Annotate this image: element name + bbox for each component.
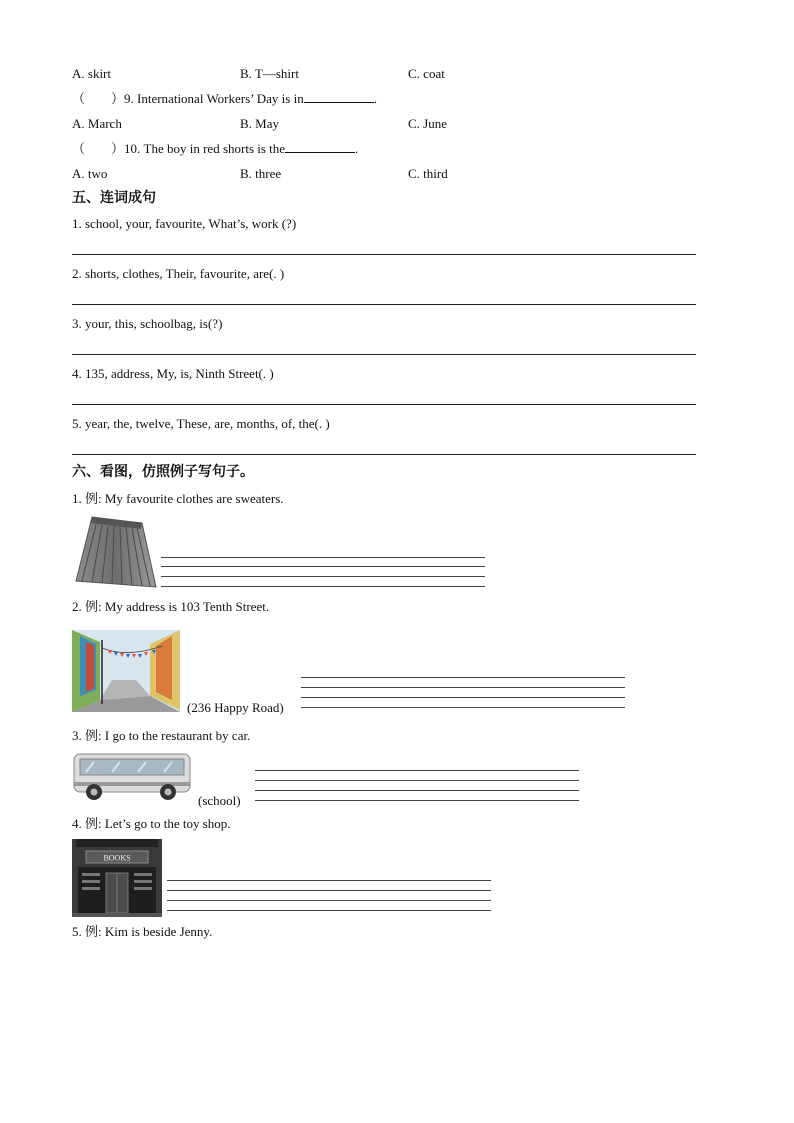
question-number: 10. xyxy=(124,141,141,156)
writing-line[interactable] xyxy=(255,800,579,801)
picture-item-4-prompt: 4. 例: Let’s go to the toy shop. xyxy=(72,816,231,831)
writing-line[interactable] xyxy=(161,576,485,577)
picture-item-1-prompt: 1. 例: My favourite clothes are sweaters. xyxy=(72,491,284,506)
writing-line[interactable] xyxy=(167,880,491,881)
option-c: C. third xyxy=(408,166,448,181)
option-b: B. three xyxy=(240,166,282,181)
answer-line[interactable] xyxy=(72,304,696,305)
reorder-item-3: 3. your, this, schoolbag, is(?) xyxy=(72,316,223,331)
bus-image xyxy=(72,750,193,804)
skirt-image xyxy=(72,513,158,591)
street-image xyxy=(72,630,180,712)
picture-item-3-prompt: 3. 例: I go to the restaurant by car. xyxy=(72,728,251,743)
writing-line[interactable] xyxy=(161,557,485,558)
writing-line[interactable] xyxy=(301,687,625,688)
section-6-title: 六、看图，仿照例子写句子。 xyxy=(72,464,254,480)
answer-line[interactable] xyxy=(72,454,696,455)
writing-line[interactable] xyxy=(167,910,491,911)
writing-line[interactable] xyxy=(161,586,485,587)
option-a: A. two xyxy=(72,166,108,181)
reorder-item-4: 4. 135, address, My, is, Ninth Street(. ) xyxy=(72,366,274,381)
reorder-item-1: 1. school, your, favourite, What’s, work (?) xyxy=(72,216,297,231)
bookstore-sign-text: BOOKS xyxy=(103,853,131,863)
writing-line[interactable] xyxy=(161,566,485,567)
picture-item-2-prompt: 2. 例: My address is 103 Tenth Street. xyxy=(72,599,270,614)
question-10 xyxy=(72,141,358,157)
option-a: A. skirt xyxy=(72,66,111,81)
question-number: 9 xyxy=(124,91,131,106)
option-b: B. May xyxy=(240,116,279,131)
writing-line[interactable] xyxy=(255,770,579,771)
picture-item-3-hint: (school) xyxy=(198,793,241,808)
answer-blank xyxy=(285,152,355,153)
reorder-item-5: 5. year, the, twelve, These, are, months, of, the(. ) xyxy=(72,416,330,431)
bookstore-image xyxy=(72,839,162,917)
writing-line[interactable] xyxy=(167,900,491,901)
writing-line[interactable] xyxy=(301,697,625,698)
reorder-item-2: 2. shorts, clothes, Their, favourite, are(. ) xyxy=(72,266,285,281)
question-text: The boy in red shorts is the xyxy=(140,141,286,156)
option-a: A. March xyxy=(72,116,122,131)
section-5-title: 五、连词成句 xyxy=(72,190,156,206)
writing-line[interactable] xyxy=(167,890,491,891)
writing-line[interactable] xyxy=(255,780,579,781)
writing-line[interactable] xyxy=(255,790,579,791)
picture-item-2-hint: (236 Happy Road) xyxy=(187,700,284,715)
question-9 xyxy=(72,91,377,107)
question-tail: . xyxy=(355,141,359,156)
answer-paren: （ ） xyxy=(72,91,125,106)
writing-line[interactable] xyxy=(301,677,625,678)
picture-item-5-prompt: 5. 例: Kim is beside Jenny. xyxy=(72,924,213,939)
question-text: . International Workers’ Day is in xyxy=(130,91,304,106)
question-tail: . xyxy=(373,91,377,106)
answer-blank xyxy=(304,102,374,103)
answer-line[interactable] xyxy=(72,404,696,405)
answer-paren: （ ） xyxy=(72,141,125,156)
option-c: C. June xyxy=(408,116,447,131)
answer-line[interactable] xyxy=(72,354,696,355)
option-b: B. T—shirt xyxy=(240,66,299,81)
writing-line[interactable] xyxy=(301,707,625,708)
option-c: C. coat xyxy=(408,66,445,81)
answer-line[interactable] xyxy=(72,254,696,255)
